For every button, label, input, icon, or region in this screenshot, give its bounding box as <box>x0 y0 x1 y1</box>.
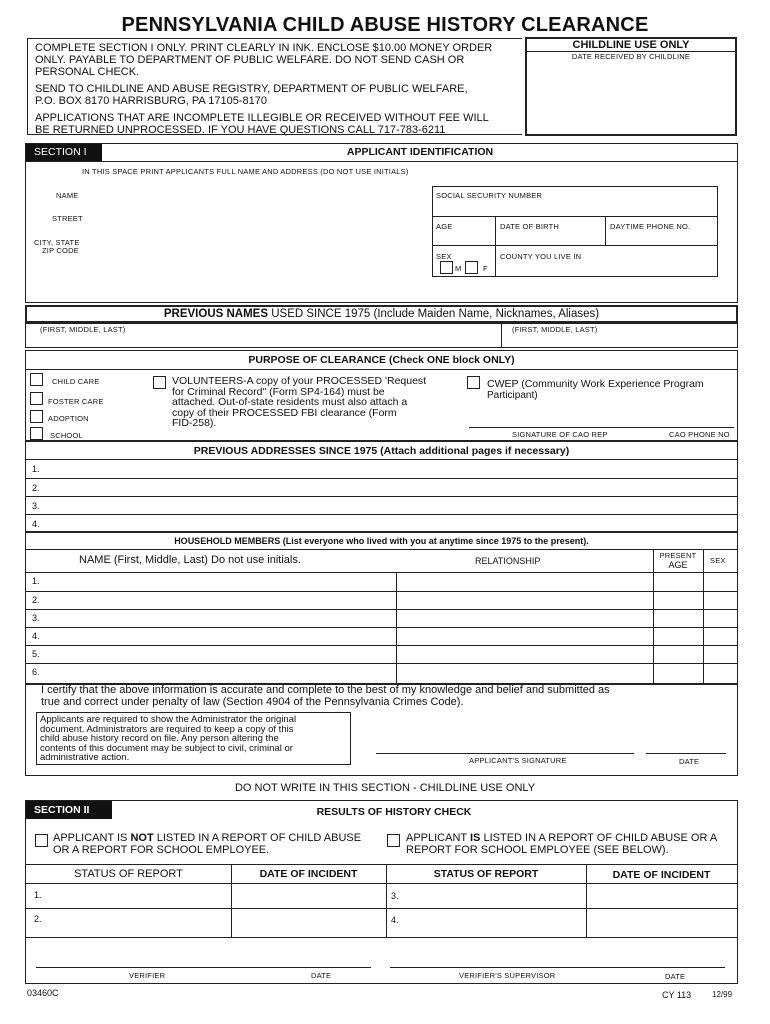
sex-col: SEX <box>710 556 726 565</box>
household-row-num: 3. <box>32 613 40 623</box>
household-heading-rest: (List everyone who lived with you at anytime since 1975 to the present). <box>280 536 589 546</box>
applicant-date-label[interactable]: DATE <box>679 757 700 766</box>
childline-use-box <box>525 37 737 136</box>
foster-care-checkbox[interactable] <box>30 392 43 405</box>
child-care-label: CHILD CARE <box>52 377 100 386</box>
id-grid <box>432 186 718 277</box>
household-row-num: 1. <box>32 576 40 586</box>
form-code: 03460C <box>27 988 59 998</box>
notice-line: child abuse history record on file. Any person altering the <box>40 733 279 744</box>
cwep-line2: Participant) <box>487 390 538 401</box>
instruction-line: SEND TO CHILDLINE AND ABUSE REGISTRY, DEPARTMENT OF PUBLIC WELFARE, <box>35 83 468 95</box>
cao-signature-label[interactable]: SIGNATURE OF CAO REP <box>512 430 608 439</box>
purpose-section <box>25 350 738 441</box>
household-name-col: NAME (First, Middle, Last) Do not use initials. <box>79 554 301 566</box>
instruction-line: ONLY. PAYABLE TO DEPARTMENT OF PUBLIC WELFARE. DO NOT SEND CASH OR <box>35 54 465 66</box>
form-number: CY 113 <box>662 990 692 1000</box>
previous-names-header <box>25 305 738 323</box>
childline-title: CHILDLINE USE ONLY <box>527 39 735 52</box>
not-listed-checkbox[interactable] <box>35 834 48 847</box>
listed-c: LISTED IN A REPORT OF CHILD ABUSE OR A <box>480 832 718 844</box>
certify-line: I certify that the above information is accurate and complete to the best of my knowledge and belief and submitted as <box>41 684 610 696</box>
sex-label: SEX <box>436 252 452 261</box>
address-row-num: 1. <box>32 464 40 474</box>
do-not-write-notice: DO NOT WRITE IN THIS SECTION - CHILDLINE USE ONLY <box>234 782 536 794</box>
listed-a: APPLICANT <box>406 832 470 844</box>
section-1 <box>25 143 738 303</box>
notice-box <box>36 712 351 765</box>
volunteers-checkbox[interactable] <box>153 376 166 389</box>
sex-m-label: M <box>455 264 462 273</box>
section-2-tag: SECTION II <box>26 801 112 819</box>
form-date: 12/99 <box>712 990 733 999</box>
notice-line: contents of this document may be subject to civil, criminal or <box>40 742 293 754</box>
instruction-line: COMPLETE SECTION I ONLY. PRINT CLEARLY IN INK. ENCLOSE $10.00 MONEY ORDER <box>35 42 493 54</box>
foster-care-label: FOSTER CARE <box>48 397 104 406</box>
dob-label[interactable]: DATE OF BIRTH <box>500 222 559 231</box>
applicant-signature-label[interactable]: APPLICANT'S SIGNATURE <box>469 756 567 765</box>
sex-m-checkbox[interactable] <box>440 261 453 274</box>
purpose-heading: PURPOSE OF CLEARANCE (Check ONE block ONLY) <box>248 354 515 366</box>
print-note: IN THIS SPACE PRINT APPLICANTS FULL NAME AND ADDRESS (DO NOT USE INITIALS) <box>82 167 409 176</box>
household-members <box>25 532 738 684</box>
notice-line: Applicants are required to show the Administrator the original <box>40 714 297 725</box>
certification <box>25 684 738 776</box>
notice-line: administrative action. <box>40 752 130 763</box>
prev-name-col2[interactable]: (FIRST, MIDDLE, LAST) <box>512 325 598 334</box>
instruction-line: APPLICATIONS THAT ARE INCOMPLETE ILLEGIBLE OR RECEIVED WITHOUT FEE WILL <box>35 112 489 124</box>
household-row-num: 4. <box>32 631 40 641</box>
status-col-1: STATUS OF REPORT <box>74 868 183 880</box>
applicant-id-heading: APPLICANT IDENTIFICATION <box>346 146 494 158</box>
previous-names-fields <box>25 323 738 348</box>
name-label: NAME <box>56 191 79 200</box>
present-col: PRESENT <box>659 551 697 560</box>
results-row-num: 3. <box>391 891 399 901</box>
notice-line: document. Administrators are required to keep a copy of this <box>40 723 294 735</box>
child-care-checkbox[interactable] <box>30 373 43 386</box>
sex-f-checkbox[interactable] <box>465 261 478 274</box>
instruction-line: BE RETURNED UNPROCESSED. IF YOU HAVE QUESTIONS CALL 717-783-6211 <box>35 124 446 136</box>
age-col: AGE <box>668 560 688 570</box>
previous-names-rest: USED SINCE 1975 (Include Maiden Name, Nicknames, Aliases) <box>268 308 600 320</box>
listed-checkbox[interactable] <box>387 834 400 847</box>
not-listed-b: NOT <box>130 832 154 844</box>
household-row-num: 6. <box>32 667 40 677</box>
not-listed-c: LISTED IN A REPORT OF CHILD ABUSE <box>153 832 362 844</box>
cwep-line1: CWEP (Community Work Experience Program <box>487 378 704 390</box>
page-title: PENNSYLVANIA CHILD ABUSE HISTORY CLEARANCE <box>121 14 649 36</box>
not-listed-d: OR A REPORT FOR SCHOOL EMPLOYEE. <box>53 844 270 856</box>
previous-addresses <box>25 441 738 532</box>
volunteers-line: VOLUNTEERS-A copy of your PROCESSED 'Request <box>172 375 427 387</box>
volunteers-line: FID-258). <box>172 417 217 429</box>
listed-d: REPORT FOR SCHOOL EMPLOYEE (SEE BELOW). <box>406 844 669 856</box>
address-row-num: 4. <box>32 519 40 529</box>
prev-name-col1[interactable]: (FIRST, MIDDLE, LAST) <box>40 325 126 334</box>
phone-label[interactable]: DAYTIME PHONE NO. <box>610 222 691 231</box>
address-row-num: 2. <box>32 483 40 493</box>
instruction-line: PERSONAL CHECK. <box>35 66 140 78</box>
certify-line: true and correct under penalty of law (Section 4904 of the Pennsylvania Crimes Code). <box>41 695 464 708</box>
supervisor-date-label[interactable]: DATE <box>665 972 686 981</box>
cao-phone-label[interactable]: CAO PHONE NO <box>669 430 730 439</box>
results-row-num: 2. <box>34 914 42 924</box>
cwep-checkbox[interactable] <box>467 376 480 389</box>
volunteers-line: attached. Out-of-state residents must also attach a <box>172 396 408 408</box>
listed-b: IS <box>470 832 481 844</box>
school-checkbox[interactable] <box>30 427 43 440</box>
results-row-num: 4. <box>391 915 399 925</box>
verifier-label[interactable]: VERIFIER <box>129 971 166 980</box>
household-heading-bold: HOUSEHOLD MEMBERS <box>174 536 281 546</box>
not-listed-a: APPLICANT IS <box>53 832 131 844</box>
date-col-2: DATE OF INCIDENT <box>612 869 711 881</box>
volunteers-text <box>172 376 472 429</box>
household-row-num: 2. <box>32 595 40 605</box>
supervisor-label[interactable]: VERIFIER'S SUPERVISOR <box>459 971 556 980</box>
ssn-label[interactable]: SOCIAL SECURITY NUMBER <box>436 191 543 200</box>
previous-names-bold: PREVIOUS NAMES <box>163 308 269 320</box>
volunteers-line: for Criminal Record" (Form SP4-164) must be <box>172 385 385 398</box>
results-heading: RESULTS OF HISTORY CHECK <box>316 806 472 818</box>
instructions <box>35 42 525 136</box>
zip-label: ZIP CODE <box>42 246 79 255</box>
household-row-num: 5. <box>32 649 40 659</box>
verifier-date-label[interactable]: DATE <box>311 971 332 980</box>
relationship-col: RELATIONSHIP <box>475 556 541 566</box>
adoption-label: ADOPTION <box>48 414 89 423</box>
section-2 <box>25 800 738 984</box>
school-label: SCHOOL <box>50 431 83 440</box>
results-row-num: 1. <box>34 890 42 900</box>
instruction-line: P.O. BOX 8170 HARRISBURG, PA 17105-8170 <box>35 95 267 107</box>
address-row-num: 3. <box>32 501 40 511</box>
section-1-tag: SECTION I <box>26 144 102 161</box>
volunteers-line: copy of their PROCESSED FBI clearance (Form <box>172 406 397 419</box>
city-label: CITY, STATE <box>34 238 80 247</box>
age-label[interactable]: AGE <box>436 222 453 231</box>
adoption-checkbox[interactable] <box>30 410 43 423</box>
street-label: STREET <box>52 214 83 223</box>
status-col-2: STATUS OF REPORT <box>433 868 539 880</box>
date-received-label: DATE RECEIVED BY CHILDLINE <box>571 52 691 61</box>
prev-addr-heading: PREVIOUS ADDRESSES SINCE 1975 (Attach additional pages if necessary) <box>193 445 570 457</box>
date-col-1: DATE OF INCIDENT <box>259 868 358 880</box>
county-label[interactable]: COUNTY YOU LIVE IN <box>500 252 582 261</box>
sex-f-label: F <box>483 264 488 273</box>
